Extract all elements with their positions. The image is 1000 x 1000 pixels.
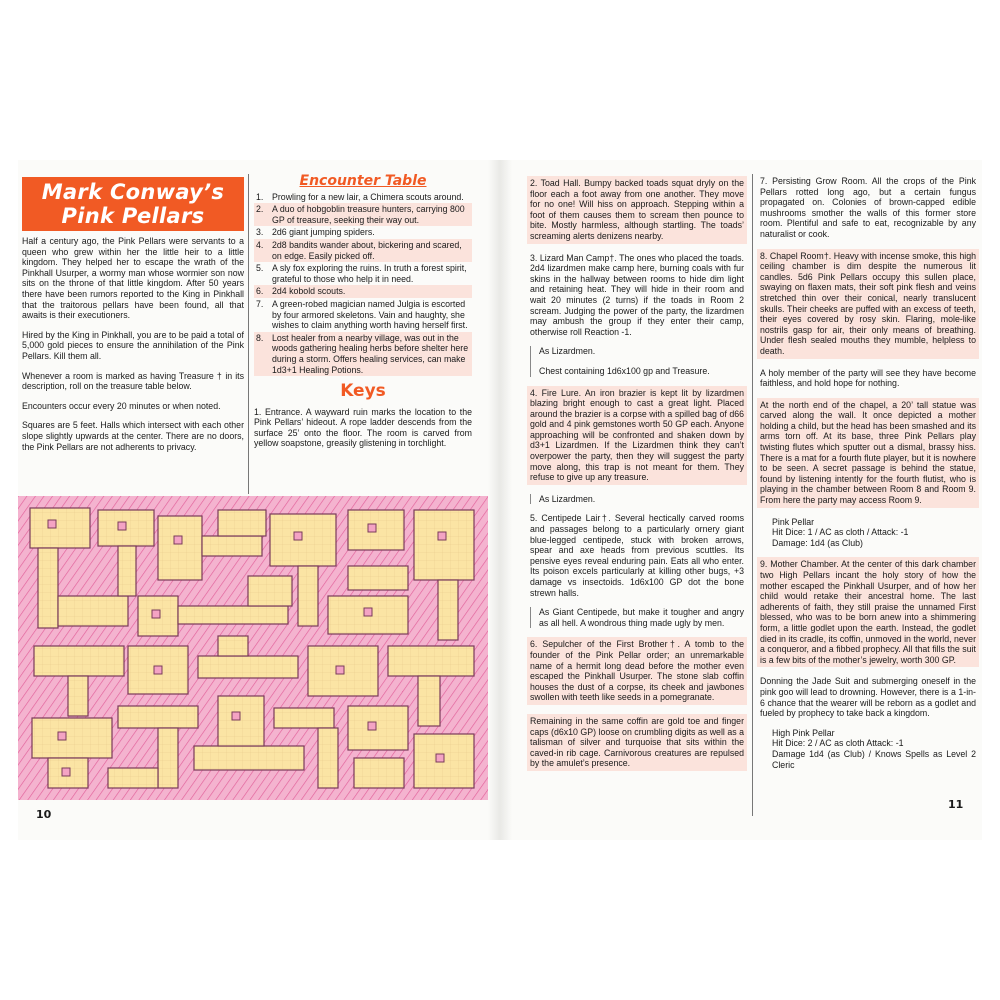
room-3-treasure: Chest containing 1d6x100 gp and Treasure. xyxy=(539,365,710,376)
adventure-title xyxy=(22,177,244,231)
room-4-stat-block xyxy=(530,494,744,505)
encounter-row: 4. 2d8 bandits wander about, bickering and scared, on edge. Easily picked off. xyxy=(254,239,472,262)
dungeon-map xyxy=(18,496,488,800)
room-6-description: 6. Sepulcher of the First Brother†. A tomb to the founder of the Pink Pellar order; an unremarkable name of a hermit long dead before the mother even escaped the Pinkhall Usurper. The stone slab coffin houses the dust of a corpse, its cheek and jawbones swollen with teeth like seeds in a pomegranate. xyxy=(527,637,747,705)
high-pink-pellar-stat-block xyxy=(760,728,976,770)
title-line-2: Pink Pellars xyxy=(61,204,205,228)
pink-pellar-stat-block xyxy=(760,517,976,549)
rooms-column-1 xyxy=(530,176,744,780)
stat-name: High Pink Pellar xyxy=(772,727,835,738)
intro-column xyxy=(22,236,244,461)
encounter-row: 6. 2d4 kobold scouts. xyxy=(254,285,472,298)
intro-paragraph: Half a century ago, the Pink Pellars were servants to a queen who grew within her the little heir to a little kingdom. They helped her to escape the wrath of the Pinkhall Usurper, a wormy man whose wormier son now sits on the throne of that little kingdom. After 50 years there have been rumors reported to the King in Pinkhall that the traitorous pellars have been found, all that awaits is their executioners. xyxy=(22,236,244,321)
page-number-left: 10 xyxy=(36,808,52,821)
room-5-description: 5. Centipede Lair†. Several hectically carved rooms and passages belong to a particularly ornery giant blue-legged centipede, stuck with broken arrows, spear and axe heads from previous scuttles. Its pensive eyes reveal enduring pain. Eats all who enter. Its poison excels particularly at killing other bugs, +3 damage vs insectoids. 1d6x100 GP dot the bone strewn halls. xyxy=(530,513,744,598)
column-divider xyxy=(248,174,249,494)
room-5-stat-block xyxy=(530,607,744,628)
room-3-stat: As Lizardmen. xyxy=(539,346,596,357)
room-7-description: 7. Persisting Grow Room. All the crops of the Pink Pellars rotted long ago, but a certain fungus propagated on. Colonies of brown-capped edible mushrooms smother the walls of this former store room. Plentiful and safe to eat, recognizable by any naturalist or cook. xyxy=(760,176,976,239)
room-3-stat-block xyxy=(530,346,744,376)
intro-paragraph: Encounters occur every 20 minutes or when noted. xyxy=(22,400,221,411)
stat-damage: Damage 1d4 (as Club) / Knows Spells as Level 2 Cleric xyxy=(772,748,976,770)
room-1-description: 1. Entrance. A wayward ruin marks the location to the Pink Pellars’ hideout. A rope ladder descends from the surface 25’ onto the floor. The room is carved from yellow soapstone, greasily glistening in torchlight. xyxy=(254,406,472,449)
room-3-description: 3. Lizard Man Camp†. The ones who placed the toads. 2d4 lizardmen make camp here, burning coals with fur skins in the hallway between rooms to hide dim light and retaining heat. They will hide in their room and wait 20 minutes (2 turns) if the toads in Room 2 scream. Judging the power of the party, the lizardmen may ambush the group if they enter their camp, otherwise roll Reaction -1. xyxy=(530,252,744,337)
intro-paragraph: Squares are 5 feet. Halls which intersect with each other slope slightly upwards at the center. There are no doors, the Pink Pellars are not adherents to privacy. xyxy=(22,420,244,452)
stat-hit-dice: Hit Dice: 2 / AC as cloth Attack: -1 xyxy=(772,738,904,749)
rooms-column-2 xyxy=(760,176,976,770)
room-4-description: 4. Fire Lure. An iron brazier is kept lit by lizardmen blazing bright enough to cast a great light. Placed around the brazier is a corpse with a spilled bag of d66 gold and 4 pink gemstones worth 50 GP each. Anyone approaching will be confronted and shaken down by d3+1 Lizardmen. If the Lizardmen think they can’t overpower the party, then they will suggest the party move along, this trap is not meant for them. They refuse to give up any treasure. xyxy=(527,386,747,485)
stat-damage: Damage: 1d4 (as Club) xyxy=(772,537,863,548)
title-line-1: Mark Conway’s xyxy=(41,180,225,204)
room-4-stat: As Lizardmen. xyxy=(539,493,596,504)
room-8-statue-description: At the north end of the chapel, a 20’ tall statue was carved along the wall. It once depicted a mother holding a child, but the head has been smashed and its arms torn off. At its base, three Pink Pellars play twisting flutes which sputter out a dismal, brassy hiss. There is a mat for a fourth flute player, but it is nowhere to be seen. A secret passage is behind the statue, found by listening intently for the fourth flutist, who is playing in the chamber between Room 8 and Room 9. From here the party may access Room 9. xyxy=(757,398,979,508)
keys-title: Keys xyxy=(340,381,386,402)
room-9-description: 9. Mother Chamber. At the center of this dark chamber two High Pellars incant the holy story of how the mother escaped the Pinkhall Usurper, and of how her child would retake their ancestral home. The last adherents of faith, they still praise the unnamed First blessed, who was to be born anew into a shimmering form, a little godlet upon the earth. Instead, the godlet died in its cradle, its coffin, unmoved in the world, never a conqueror, and a fibbed prophecy. All that fills the suit is a few bits of the mother’s jewelry, worth 300 GP. xyxy=(757,557,979,667)
stat-name: Pink Pellar xyxy=(772,516,815,527)
room-8-description: 8. Chapel Room†. Heavy with incense smoke, this high ceiling chamber is dim despite the numerous lit candles. 5d6 Pink Pellars occupy this sullen place, swaying on flaxen mats, their soft pink flesh and veins stretched thin over their conical, nearly translucent skulls. Their cheeks are puffed with an excess of teeth, their eyes covered by rosy skin. Flaring, mole-like nostrils gasp for air, their only means of breathing. Under flesh sealed mouths they mumble, helpless to death. xyxy=(757,249,979,359)
encounter-row: 5. A sly fox exploring the ruins. In truth a forest spirit, grateful to those who help it in need. xyxy=(256,263,467,284)
encounter-row: 8. Lost healer from a nearby village, was out in the woods gathering healing herbs before shelter here during a storm. Offers healing services, can make 1d3+1 Healing Potions. xyxy=(254,332,472,376)
encounter-row: 3. 2d6 giant jumping spiders. xyxy=(256,227,375,238)
stat-hit-dice: Hit Dice: 1 / AC as cloth / Attack: -1 xyxy=(772,527,909,538)
intro-paragraph: Hired by the King in Pinkhall, you are to be paid a total of 5,000 gold pieces to ensure the annihilation of the Pink Pellars. Kill them all. xyxy=(22,329,244,361)
encounter-row: 2. A duo of hobgoblin treasure hunters, carrying 800 GP of treasure, seeking their way out. xyxy=(254,203,472,226)
intro-paragraph: Whenever a room is marked as having Treasure † in its description, roll on the treasure table below. xyxy=(22,370,244,392)
encounter-list xyxy=(254,191,472,377)
encounter-column xyxy=(254,173,472,458)
encounter-row: 1. Prowling for a new lair, a Chimera scouts around. xyxy=(256,191,464,202)
room-8-holy-note: A holy member of the party will see they have become faithless, and hold hope for nothing. xyxy=(760,367,976,389)
room-9-jade-suit-note: Donning the Jade Suit and submerging oneself in the pink goo will lead to drowning. However, there is a 1-in-6 chance that the wearer will be reborn as a godlet and fueled by prophecy to take back a kingdom. xyxy=(760,676,976,719)
room-5-stat: As Giant Centipede, but make it tougher and angry as all hell. A wondrous thing made ugly by men. xyxy=(539,607,744,628)
page-number-right: 11 xyxy=(948,798,964,811)
room-6-treasure-description: Remaining in the same coffin are gold toe and finger caps (d6x10 GP) loose on crumbling digits as well as a talisman of silver and turquoise that sits within the caved-in rib cage. Carnivorous creatures are repulsed by the amulet’s presence. xyxy=(527,714,747,771)
column-divider xyxy=(752,174,753,816)
book-spine xyxy=(488,160,512,840)
encounter-row: 7. A green-robed magician named Julgia is escorted by four armored skeletons. Vain and haughty, she wishes to claim anything worth having herself first. xyxy=(256,298,468,331)
encounter-table-title: Encounter Table xyxy=(299,173,427,189)
room-2-description: 2. Toad Hall. Bumpy backed toads squat dryly on the floor each a foot away from one another. They move for no one! Will hiss on approach. Stepping within a foot of them causes them to scream then pounce to bite. Mostly harmless, although startling. The toads’ screaming alerts denizens nearby. xyxy=(527,176,747,244)
